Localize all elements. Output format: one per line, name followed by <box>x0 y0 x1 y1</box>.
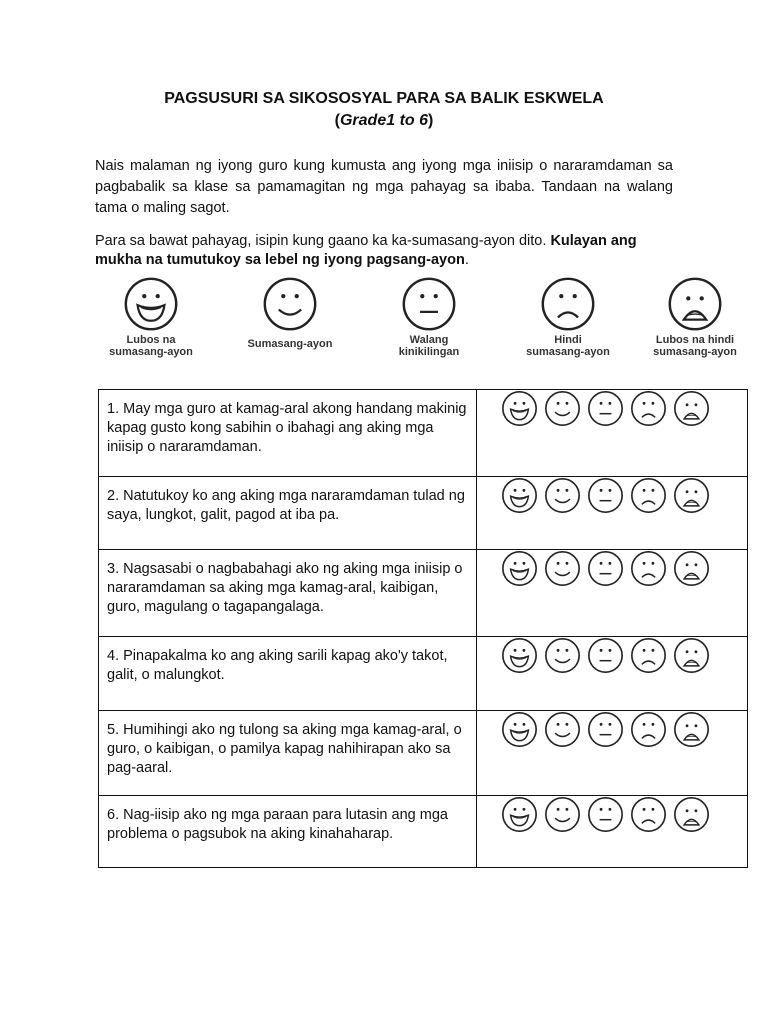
statement-6: 6. Nag-iisip ako ng mga paraan para lutasin ang mga problema o pagsubok na aking kinahaharap. <box>99 796 477 868</box>
legend-agree <box>225 276 355 350</box>
legend-strongly-agree <box>86 276 216 358</box>
frown-icon[interactable] <box>630 637 667 674</box>
upset-icon[interactable] <box>673 550 710 587</box>
table-row <box>99 711 748 796</box>
upset-icon[interactable] <box>673 390 710 427</box>
smile-icon[interactable] <box>544 796 581 833</box>
legend-strongly-disagree <box>630 276 760 358</box>
frown-icon[interactable] <box>630 477 667 514</box>
big-smile-icon[interactable] <box>501 637 538 674</box>
instruction-period: . <box>464 252 469 268</box>
neutral-icon[interactable] <box>587 796 624 833</box>
rating-cell <box>477 796 748 868</box>
legend-neutral <box>364 276 494 358</box>
legend-label: Lubos na hindi sumasang-ayon <box>653 334 737 358</box>
instruction-paragraph <box>95 232 680 270</box>
big-smile-icon[interactable] <box>501 796 538 833</box>
statement-2: 2. Natutukoy ko ang aking mga nararamdaman tulad ng saya, lungkot, galit, pagod at iba pa. <box>99 477 477 550</box>
frown-icon[interactable] <box>630 711 667 748</box>
document-subtitle <box>0 110 768 132</box>
big-smile-icon[interactable] <box>501 550 538 587</box>
table-row <box>99 550 748 637</box>
table-row <box>99 796 748 868</box>
statement-5: 5. Humihingi ako ng tulong sa aking mga kamag-aral, o guro, o kaibigan, o pamilya kapag nahihirapan ako sa pag-aaral. <box>99 711 477 796</box>
legend-label: Lubos na sumasang-ayon <box>109 334 193 358</box>
big-smile-icon <box>123 276 179 332</box>
upset-icon[interactable] <box>673 477 710 514</box>
neutral-icon[interactable] <box>587 477 624 514</box>
big-smile-icon[interactable] <box>501 711 538 748</box>
upset-icon[interactable] <box>673 796 710 833</box>
smile-icon <box>262 276 318 332</box>
frown-icon <box>540 276 596 332</box>
instruction-emphasis: Kulayan ang mukha na tumutukoy sa lebel ng iyong pagsang-ayon <box>95 233 637 268</box>
neutral-icon[interactable] <box>587 711 624 748</box>
statement-3: 3. Nagsasabi o nagbabahagi ako ng aking mga iniisip o nararamdaman sa aking mga kamag-aral, kaibigan, guro, magulang o tagapangalaga. <box>99 550 477 637</box>
frown-icon[interactable] <box>630 390 667 427</box>
table-row <box>99 390 748 477</box>
smile-icon[interactable] <box>544 637 581 674</box>
legend-label: Walang kinikilingan <box>398 334 460 358</box>
rating-cell <box>477 477 748 550</box>
rating-cell <box>477 711 748 796</box>
smile-icon[interactable] <box>544 550 581 587</box>
table-row <box>99 637 748 711</box>
rating-legend <box>0 276 768 376</box>
table-row <box>99 477 748 550</box>
statement-4: 4. Pinapakalma ko ang aking sarili kapag ako'y takot, galit, o malungkot. <box>99 637 477 711</box>
legend-disagree <box>503 276 633 358</box>
big-smile-icon[interactable] <box>501 390 538 427</box>
neutral-icon <box>401 276 457 332</box>
upset-icon[interactable] <box>673 711 710 748</box>
grade-range: Grade1 to 6 <box>339 112 429 129</box>
neutral-icon[interactable] <box>587 637 624 674</box>
smile-icon[interactable] <box>544 477 581 514</box>
statement-1: 1. May mga guro at kamag-aral akong handang makinig kapag gusto kong sabihin o ibahagi ang aking mga iniisip o nararamdaman. <box>99 390 477 477</box>
upset-icon[interactable] <box>673 637 710 674</box>
legend-label: Hindi sumasang-ayon <box>526 334 610 358</box>
smile-icon[interactable] <box>544 390 581 427</box>
frown-icon[interactable] <box>630 550 667 587</box>
big-smile-icon[interactable] <box>501 477 538 514</box>
rating-cell <box>477 390 748 477</box>
rating-cell <box>477 637 748 711</box>
survey-table <box>98 389 748 868</box>
neutral-icon[interactable] <box>587 550 624 587</box>
legend-label: Sumasang-ayon <box>247 338 333 350</box>
subtitle-open-paren: ( <box>334 112 340 129</box>
subtitle-close-paren: ) <box>428 112 434 129</box>
document-title: PAGSUSURI SA SIKOSOSYAL PARA SA BALIK ESKWELA <box>164 90 604 107</box>
neutral-icon[interactable] <box>587 390 624 427</box>
smile-icon[interactable] <box>544 711 581 748</box>
frown-icon[interactable] <box>630 796 667 833</box>
instruction-text: Para sa bawat pahayag, isipin kung gaano ka ka-sumasang-ayon dito. <box>95 233 551 249</box>
rating-cell <box>477 550 748 637</box>
intro-paragraph: Nais malaman ng iyong guro kung kumusta ang iyong mga iniisip o nararamdaman sa pagbabalik sa klase sa pamamagitan ng mga pahayag sa ibaba. Tandaan na walang tama o maling sagot. <box>95 158 673 216</box>
upset-icon <box>667 276 723 332</box>
